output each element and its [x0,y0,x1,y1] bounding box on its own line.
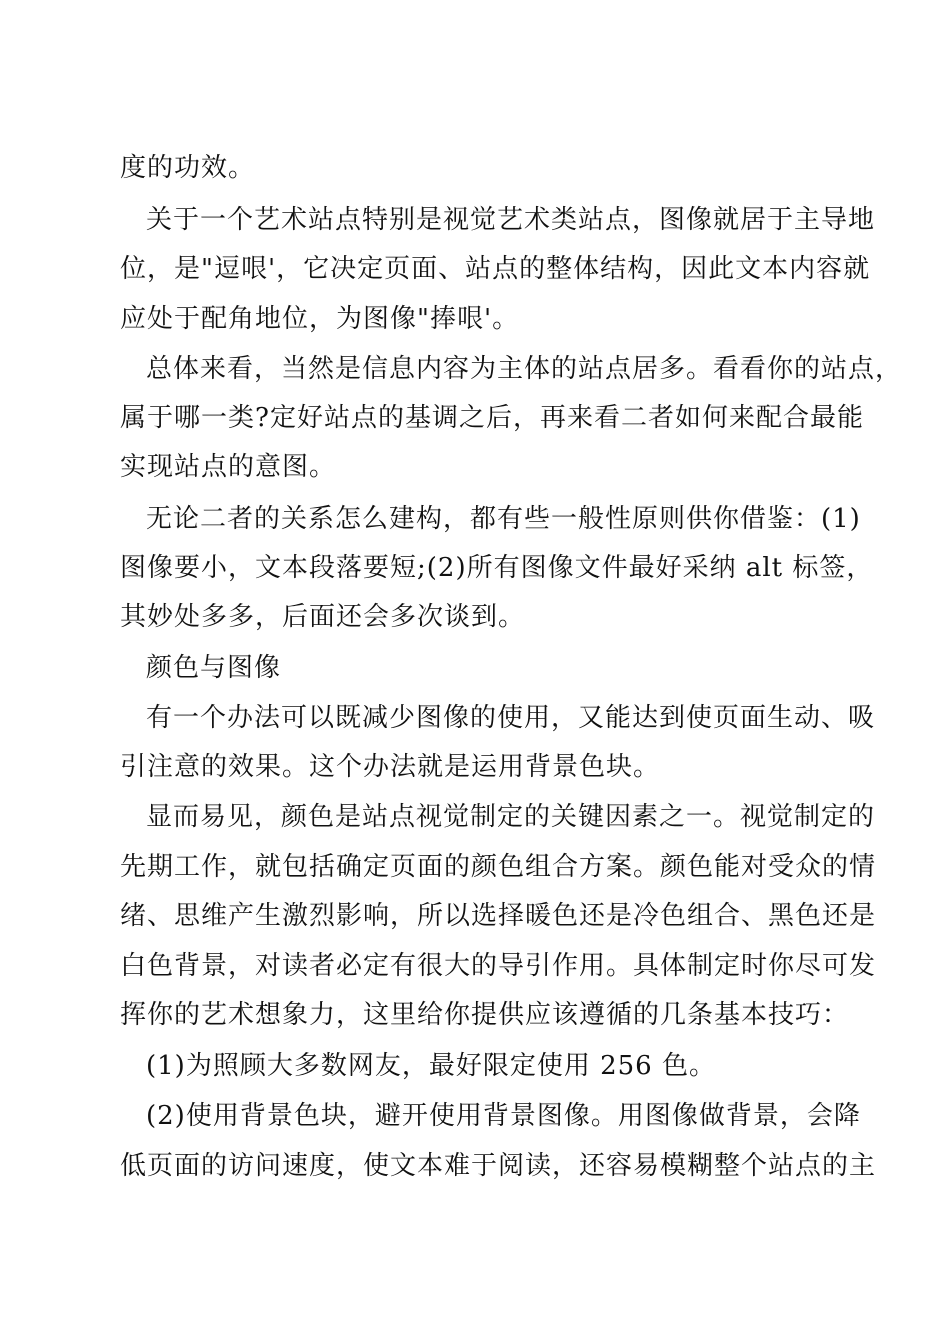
text-line: 白色背景，对读者必定有很大的导引作用。具体制定时你尽可发 [120,951,877,981]
paragraph-start: 总体来看，当然是信息内容为主体的站点居多。看看你的站点， [146,354,903,384]
list-item: (1)为照顾大多数网友，最好限定使用 256 色。 [146,1051,716,1081]
text-line: 位，是"逗哏'，它决定页面、站点的整体结构，因此文本内容就 [120,254,871,284]
text-line: 应处于配角地位，为图像"捧哏'。 [120,304,520,334]
paragraph-start: 无论二者的关系怎么建构，都有些一般性原则供你借鉴：(1) [146,504,861,534]
text-line: 挥你的艺术想象力，这里给你提供应该遵循的几条基本技巧： [120,1000,850,1030]
section-heading: 颜色与图像 [146,653,282,683]
text-line: 先期工作，就包括确定页面的颜色组合方案。颜色能对受众的情 [120,852,877,882]
paragraph-start: 有一个办法可以既减少图像的使用，又能达到使页面生动、吸 [146,703,876,733]
paragraph-start: 显而易见，颜色是站点视觉制定的关键因素之一。视觉制定的 [146,802,876,832]
text-line: 其妙处多多，后面还会多次谈到。 [120,602,526,632]
text-line: 度的功效。 [120,153,256,183]
text-line: 实现站点的意图。 [120,452,337,482]
text-line: 图像要小，文本段落要短;(2)所有图像文件最好采纳 alt 标签， [120,553,874,583]
paragraph-start: 关于一个艺术站点特别是视觉艺术类站点，图像就居于主导地 [146,205,876,235]
text-line: 绪、思维产生激烈影响，所以选择暖色还是冷色组合、黑色还是 [120,901,877,931]
list-item: (2)使用背景色块，避开使用背景图像。用图像做背景，会降 [146,1101,861,1131]
text-line: 属于哪一类?定好站点的基调之后，再来看二者如何来配合最能 [120,403,864,433]
text-line: 低页面的访问速度，使文本难于阅读，还容易模糊整个站点的主 [120,1151,877,1181]
text-line: 引注意的效果。这个办法就是运用背景色块。 [120,752,661,782]
